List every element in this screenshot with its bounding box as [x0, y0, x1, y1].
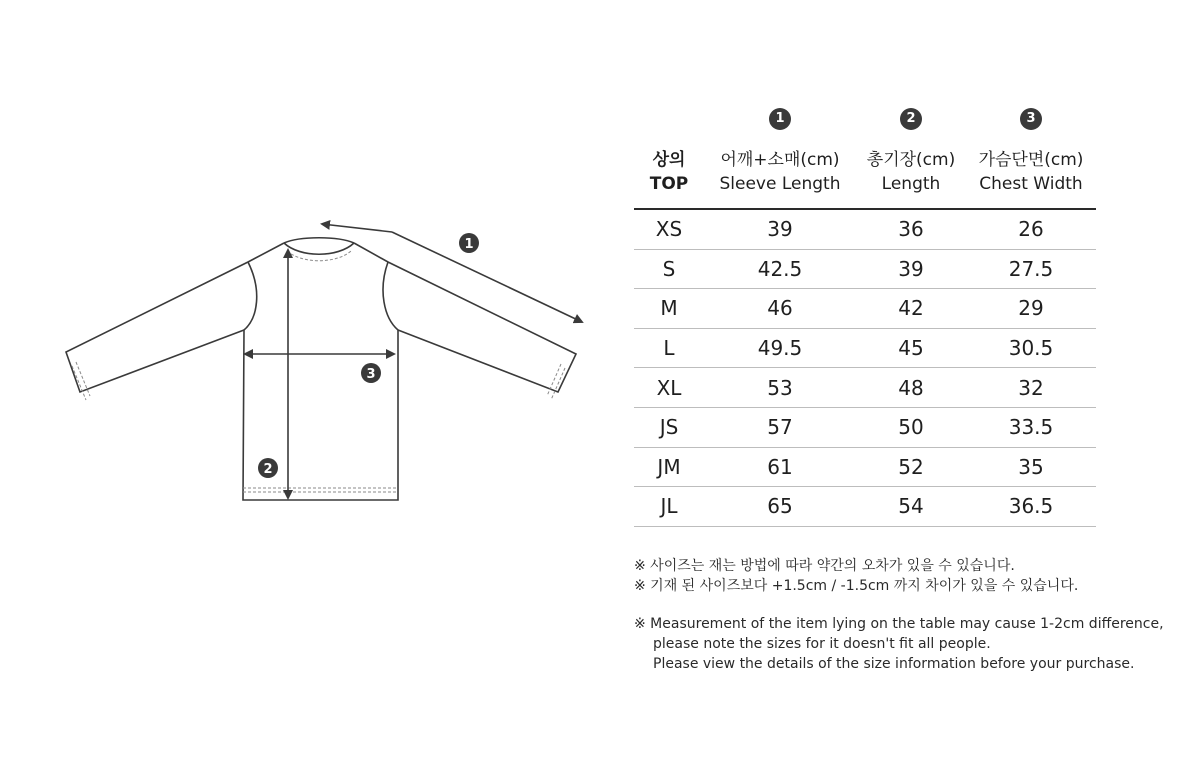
svg-text:1: 1 — [464, 237, 474, 252]
total-length-arrow — [258, 250, 288, 498]
length-cell: 48 — [898, 375, 924, 400]
header-sleeve — [704, 111, 856, 208]
chest-cell: 26 — [1018, 217, 1044, 242]
length-cell: 50 — [898, 415, 924, 440]
length-cell: 42 — [898, 296, 924, 321]
shirt-stitching — [72, 251, 565, 492]
size-cell: S — [662, 256, 676, 281]
length-cell: 45 — [898, 336, 924, 361]
length-cell: 52 — [898, 454, 924, 479]
note-en — [634, 614, 1194, 674]
chest-cell: 36.5 — [1008, 494, 1054, 519]
sleeve-cell: 39 — [767, 217, 793, 242]
table-row — [634, 210, 1096, 250]
header-sleeve-ko: 어깨+소매(cm) — [720, 150, 840, 170]
marker-3-icon: 3 — [1020, 108, 1042, 130]
header-chest-en: Chest Width — [979, 174, 1083, 194]
header-sleeve-en: Sleeve Length — [719, 174, 841, 194]
size-table — [634, 111, 1096, 527]
sleeve-cell: 57 — [767, 415, 793, 440]
size-cell: M — [660, 296, 678, 321]
header-length-ko: 총기장(cm) — [866, 150, 956, 170]
header-length — [856, 111, 966, 208]
header-corner-ko: 상의 — [652, 150, 686, 170]
chest-width-arrow — [245, 354, 394, 383]
sleeve-cell: 46 — [767, 296, 793, 321]
sleeve-cell: 65 — [767, 494, 793, 519]
table-row — [634, 329, 1096, 369]
sleeve-cell: 42.5 — [757, 256, 803, 281]
table-row — [634, 448, 1096, 488]
size-cell: JL — [660, 494, 678, 519]
size-cell: XL — [656, 375, 682, 400]
sleeve-cell: 49.5 — [757, 336, 803, 361]
svg-text:3: 3 — [366, 367, 376, 382]
note-en-1: ※ Measurement of the item lying on the table may cause 1-2cm difference, — [634, 616, 1164, 632]
chest-cell: 32 — [1018, 375, 1044, 400]
note-en-3: Please view the details of the size information before your purchase. — [653, 656, 1135, 672]
note-ko-2: ※ 기재 된 사이즈보다 +1.5cm / -1.5cm 까지 차이가 있을 수 있습니다. — [634, 578, 1079, 594]
length-cell: 54 — [898, 494, 924, 519]
marker-2-icon: 2 — [900, 108, 922, 130]
note-en-2: please note the sizes for it doesn't fit all people. — [653, 636, 991, 652]
sleeve-length-arrow — [322, 224, 582, 322]
table-row — [634, 408, 1096, 448]
header-corner — [634, 140, 704, 208]
size-cell: JS — [659, 415, 679, 440]
size-cell: L — [663, 336, 675, 361]
shirt-outline — [66, 238, 576, 500]
length-cell: 39 — [898, 256, 924, 281]
table-row — [634, 368, 1096, 408]
chest-cell: 29 — [1018, 296, 1044, 321]
header-chest — [966, 111, 1096, 208]
header-corner-en: TOP — [649, 174, 689, 194]
table-row — [634, 487, 1096, 527]
size-cell: XS — [655, 217, 683, 242]
chest-cell: 27.5 — [1008, 256, 1054, 281]
header-length-en: Length — [881, 174, 941, 194]
marker-1-icon: 1 — [769, 108, 791, 130]
size-cell: JM — [657, 454, 681, 479]
chest-cell: 35 — [1018, 454, 1044, 479]
table-header — [634, 111, 1096, 210]
header-chest-ko: 가슴단면(cm) — [978, 150, 1084, 170]
size-notes — [634, 556, 1194, 674]
table-row — [634, 250, 1096, 290]
note-ko-1: ※ 사이즈는 재는 방법에 따라 약간의 오차가 있을 수 있습니다. — [634, 558, 1015, 574]
table-row — [634, 289, 1096, 329]
sleeve-cell: 53 — [767, 375, 793, 400]
chest-cell: 33.5 — [1008, 415, 1054, 440]
sleeve-cell: 61 — [767, 454, 793, 479]
svg-text:2: 2 — [263, 462, 273, 477]
chest-cell: 30.5 — [1008, 336, 1054, 361]
length-cell: 36 — [898, 217, 924, 242]
